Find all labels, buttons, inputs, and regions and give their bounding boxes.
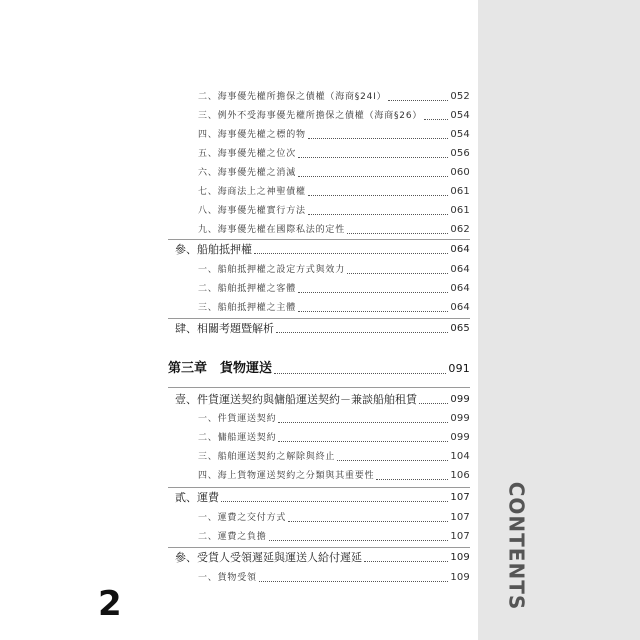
toc-entry-page: 061 [450,205,470,216]
toc-entry-title: 八、海事優先權實行方法 [198,206,306,216]
toc-entry-title: 三、例外不受海事優先權所擔保之債權（海商§26） [198,111,423,121]
toc-entry-title: 四、海上貨物運送契約之分類與其重要性 [198,471,375,481]
toc-chapter-entry[interactable] [168,361,470,377]
toc-entry-title: 二、海事優先權所擔保之債權（海商§24Ⅰ） [198,92,387,102]
section-divider [168,487,470,488]
toc-entry-leader [308,137,449,139]
toc-entry-title: 四、海事優先權之標的物 [198,130,306,140]
toc-entry-leader [278,421,448,423]
contents-label: CONTENTS [504,481,529,611]
toc-entry-title: 三、船舶運送契約之解除與終止 [198,452,336,462]
toc-entry-page: 107 [450,512,470,523]
contents-sidebar-label [496,481,536,611]
toc-entry-leader [376,478,448,480]
toc-entry-page: 099 [450,394,470,405]
toc-entry-page: 064 [450,244,470,255]
section-divider [168,547,470,548]
toc-entry-leader [259,580,449,582]
toc-entry[interactable] [198,530,470,544]
toc-entry-page: 109 [450,572,470,583]
toc-entry[interactable] [198,301,470,315]
toc-entry-page: 099 [450,413,470,424]
toc-entry-page: 099 [450,432,470,443]
toc-entry-leader [288,520,448,522]
toc-entry[interactable] [198,469,470,483]
toc-entry-title: 參、船舶抵押權 [175,243,252,256]
toc-entry-page: 091 [448,362,470,375]
toc-entry-leader [388,99,448,101]
toc-entry-page: 064 [450,283,470,294]
toc-entry-page: 054 [450,129,470,140]
toc-entry-leader [274,372,446,374]
toc-entry-title: 七、海商法上之神聖債權 [198,187,306,197]
toc-entry-page: 106 [450,470,470,481]
toc-entry-page: 109 [450,552,470,563]
toc-entry[interactable] [198,450,470,464]
toc-entry-leader [347,272,448,274]
toc-entry-title: 一、貨物受領 [198,573,257,583]
toc-entry-title: 壹、件貨運送契約與傭船運送契約－兼談船舶租賃 [175,393,417,406]
toc-entry-leader [308,194,449,196]
toc-entry-leader [298,310,448,312]
toc-entry-leader [424,118,448,120]
toc-entry-page: 107 [450,531,470,542]
toc-entry-leader [298,156,448,158]
toc-chapter-title: 第三章 貨物運送 [168,361,273,376]
toc-entry[interactable] [198,166,470,180]
toc-entry-leader [419,402,448,404]
toc-section-entry[interactable] [175,322,470,336]
toc-entry-leader [278,440,448,442]
toc-entry[interactable] [198,223,470,237]
toc-section-entry[interactable] [175,491,470,505]
toc-section-entry[interactable] [175,551,470,565]
toc-entry-page: 104 [450,451,470,462]
toc-section-entry[interactable] [175,243,470,257]
toc-entry-page: 062 [450,224,470,235]
toc-entry-leader [254,252,448,254]
toc-entry-page: 064 [450,264,470,275]
toc-entry-title: 二、運費之負擔 [198,532,267,542]
toc-entry-leader [221,500,448,502]
toc-entry-title: 五、海事優先權之位次 [198,149,297,159]
toc-entry-title: 肆、相關考題暨解析 [175,322,274,335]
toc-entry-page: 052 [450,91,470,102]
toc-entry-title: 二、船舶抵押權之客體 [198,284,297,294]
toc-entry-page: 061 [450,186,470,197]
toc-entry-leader [276,331,448,333]
section-divider [168,387,470,388]
toc-entry-page: 065 [450,323,470,334]
toc-entry[interactable] [198,263,470,277]
toc-entry[interactable] [198,147,470,161]
toc-entry[interactable] [198,128,470,142]
toc-entry-page: 060 [450,167,470,178]
toc-entry-leader [308,213,449,215]
toc-entry-title: 參、受貨人受領遲延與運送人給付遲延 [175,551,362,564]
toc-entry-title: 九、海事優先權在國際私法的定性 [198,225,346,235]
toc-entry[interactable] [198,412,470,426]
toc-entry-title: 二、傭船運送契約 [198,433,277,443]
toc-entry[interactable] [198,431,470,445]
toc-entry-title: 一、運費之交付方式 [198,513,287,523]
toc-entry[interactable] [198,204,470,218]
toc-entry[interactable] [198,90,470,104]
toc-entry-title: 一、船舶抵押權之設定方式與效力 [198,265,346,275]
toc-entry-title: 六、海事優先權之消滅 [198,168,297,178]
toc-entry-title: 三、船舶抵押權之主體 [198,303,297,313]
section-divider [168,318,470,319]
toc-entry-leader [298,291,448,293]
section-divider [168,239,470,240]
toc-section-entry[interactable] [175,393,470,407]
toc-entry-title: 一、件貨運送契約 [198,414,277,424]
toc-entry-page: 056 [450,148,470,159]
toc-entry-title: 貳、運費 [175,491,219,504]
toc-entry-leader [364,560,448,562]
toc-entry-leader [269,539,449,541]
toc-entry-page: 064 [450,302,470,313]
toc-entry[interactable] [198,185,470,199]
toc-entry-leader [347,232,448,234]
toc-entry-leader [337,459,448,461]
toc-entry-page: 054 [450,110,470,121]
page-number: 2 [98,584,122,624]
toc-entry[interactable] [198,282,470,296]
toc-entry-leader [298,175,448,177]
toc-entry[interactable] [198,511,470,525]
toc-entry-page: 107 [450,492,470,503]
toc-entry[interactable] [198,109,470,123]
toc-entry[interactable] [198,571,470,585]
